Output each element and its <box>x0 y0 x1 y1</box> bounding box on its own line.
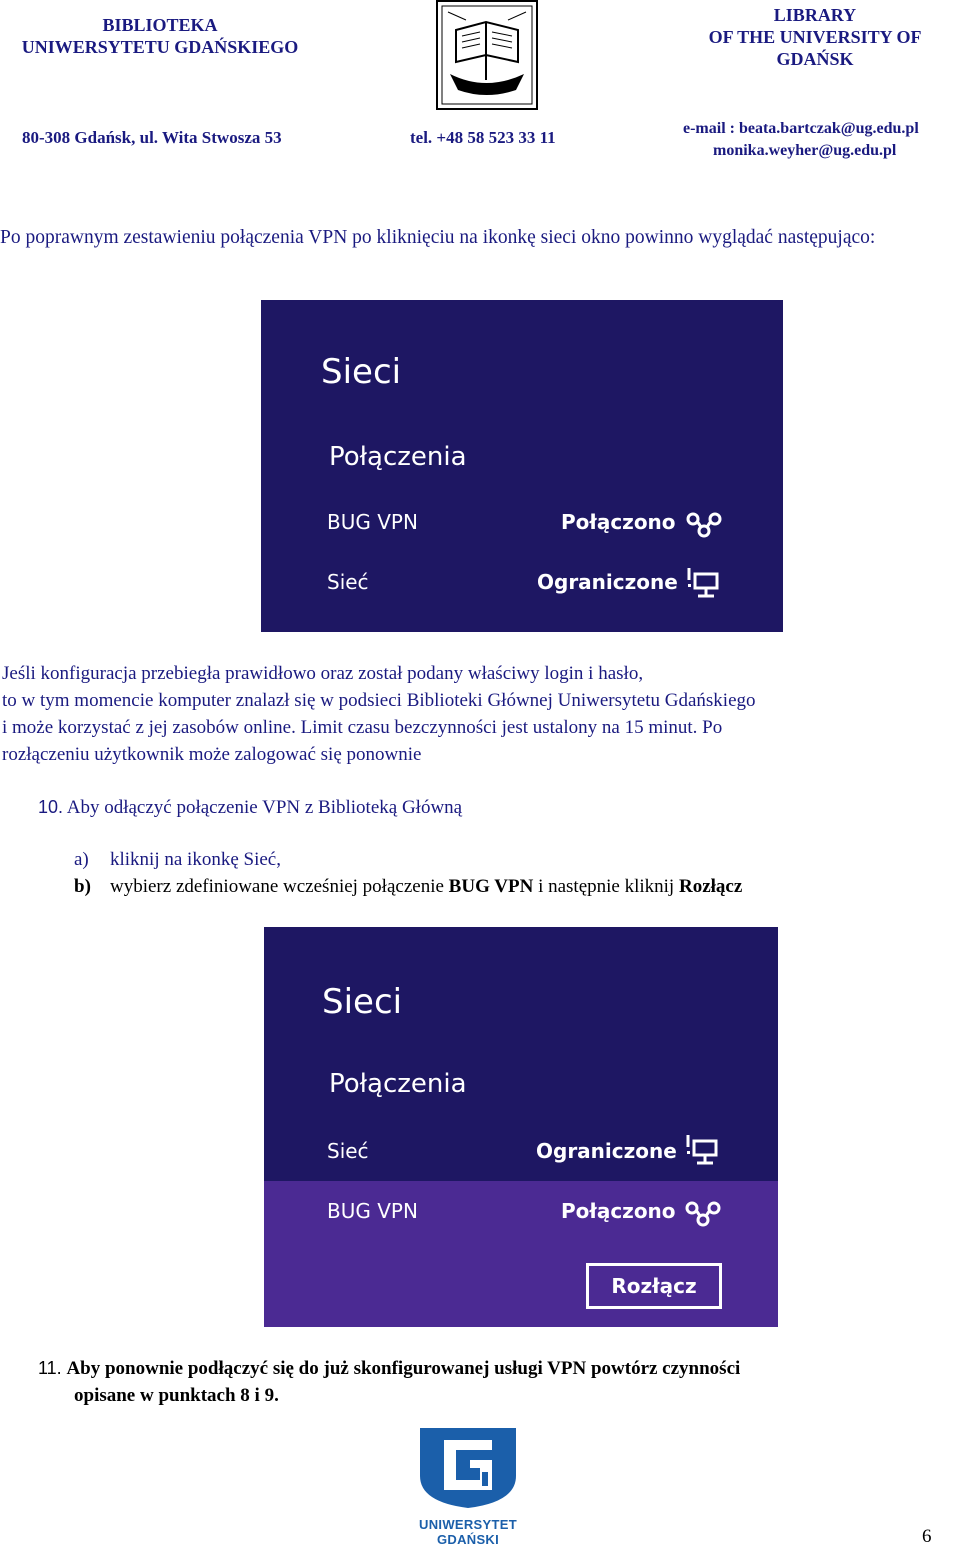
logo-text: UNIWERSYTET GDAŃSKI <box>419 1517 517 1547</box>
step-number: 10. <box>38 797 64 817</box>
library-emblem <box>436 0 538 110</box>
network-name: BUG VPN <box>327 510 418 534</box>
result-line-4: rozłączeniu użytkownik może zalogować się ponownie <box>2 744 422 765</box>
phone-number: tel. +48 58 523 33 11 <box>410 128 556 147</box>
university-logo-mark <box>398 1424 538 1510</box>
address: 80-308 Gdańsk, ul. Wita Stwosza 53 <box>22 128 282 147</box>
step-b-bold-2: Rozłącz <box>678 876 743 897</box>
network-status: Ograniczone <box>536 1139 677 1163</box>
network-name: Sieć <box>327 570 369 594</box>
vpn-icon <box>684 1199 724 1227</box>
step-a-text: kliknij na ikonkę Sieć, <box>110 849 281 870</box>
ethernet-icon <box>685 566 721 600</box>
panel-subtitle: Połączenia <box>329 442 467 472</box>
result-line-2: to w tym momencie komputer znalazł się w podsieci Biblioteki Głównej Uniwersytetu Gdańskiego <box>2 690 756 711</box>
email-line-2: monika.weyher@ug.edu.pl <box>713 142 897 159</box>
network-name: Sieć <box>327 1139 369 1163</box>
library-name-line1: BIBLIOTEKA <box>102 15 218 35</box>
step-a-label: a) <box>74 849 89 870</box>
library-name-line2: UNIWERSYTETU GDAŃSKIEGO <box>21 37 299 57</box>
step-11-line-1 <box>38 1355 960 1382</box>
step-11-line-2 <box>38 1382 960 1409</box>
library-name-en-line2: OF THE UNIVERSITY OF <box>708 27 922 47</box>
step-10 <box>38 794 462 821</box>
result-line-3: i może korzystać z jej zasobów online. Limit czasu bezczynności jest ustalony na 15 minut. Po <box>2 717 723 738</box>
vpn-icon <box>685 510 725 538</box>
step-text: Aby odłączyć połączenie VPN z Biblioteką Główną <box>66 797 463 818</box>
intro-paragraph: Po poprawnym zestawieniu połączenia VPN po kliknięciu na ikonkę sieci okno powinno wyglądać następująco: <box>0 227 876 248</box>
step-11-text-2: opisane w punktach 8 i 9. <box>74 1385 279 1406</box>
library-name-polish <box>0 14 320 58</box>
ethernet-icon <box>684 1133 720 1167</box>
selected-vpn-section[interactable] <box>264 1181 778 1327</box>
step-b-text-1: wybierz zdefiniowane wcześniej połączenie <box>110 876 449 897</box>
step-b-bold-1: BUG VPN <box>448 876 534 897</box>
step-10-b <box>74 873 960 900</box>
step-b-label: b) <box>74 876 91 897</box>
library-name-en-line1: LIBRARY <box>773 5 857 25</box>
network-status: Ograniczone <box>537 570 678 594</box>
university-logo <box>398 1424 538 1547</box>
step-11 <box>38 1355 960 1409</box>
networks-panel-connected <box>261 300 783 632</box>
panel-title: Sieci <box>321 352 402 392</box>
panel-title: Sieci <box>322 982 403 1022</box>
step-10-a <box>74 846 281 873</box>
result-paragraph <box>2 660 960 768</box>
step-11-text-1: Aby ponownie podłączyć się do już skonfigurowanej usługi VPN powtórz czynności <box>66 1358 741 1379</box>
library-name-en-line3: GDAŃSK <box>776 49 854 69</box>
step-number: 11. <box>38 1358 62 1378</box>
networks-panel-disconnect <box>264 927 778 1327</box>
step-b-text-2: i następnie kliknij <box>533 876 679 897</box>
network-name: BUG VPN <box>327 1199 418 1223</box>
result-line-1: Jeśli konfiguracja przebiegła prawidłowo oraz został podany właściwy login i hasło, <box>2 663 644 684</box>
network-status: Połączono <box>561 1199 676 1223</box>
disconnect-button[interactable]: Rozłącz <box>586 1263 722 1309</box>
network-status: Połączono <box>561 510 676 534</box>
email-line-1: e-mail : beata.bartczak@ug.edu.pl <box>683 120 919 137</box>
library-name-english <box>660 4 960 70</box>
panel-subtitle: Połączenia <box>329 1069 467 1099</box>
page-number: 6 <box>922 1526 932 1547</box>
